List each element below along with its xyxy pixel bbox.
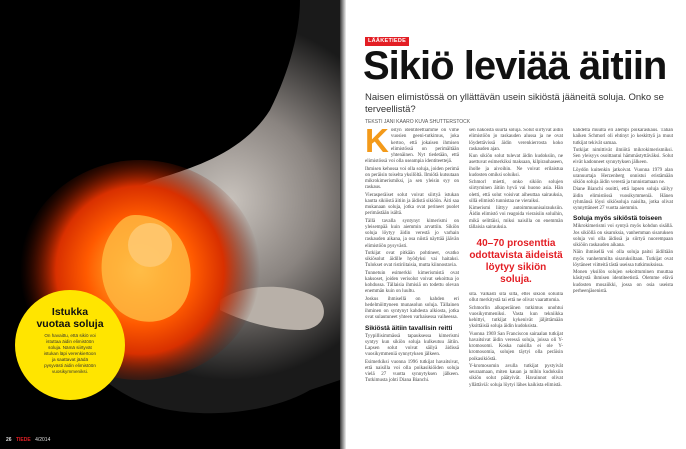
col2-paragraph: Vuonna 1969 San Franciscon sairaalan tutkijat havaitsivat äidin veressä soluja, joissa oli Y-kromosomi. Koska naisilla ei ole Y-kromosomia, solujen täytyi olla peräisin poikasikiöstä. (469, 331, 563, 362)
col2-paragraph: Schmorlin alkuperäinen tutkimus unohtui vuosikymmeniksi. Vasta kun tekniikka kehittyi, tutkijat kykenivät jäljittämään yksittäisiä soluja äidin kudoksista. (469, 305, 563, 330)
col1-paragraph: Vierasperäiset solut voivat siirtyä istukan kautta sikiöstä äitiin ja äidistä sikiöön. Äiti saa mukanaan soluja, jotka ovat perineet puolet perimästään isältä. (365, 192, 459, 217)
section-tag: LÄÄKETIEDE (365, 37, 409, 46)
magazine-name: TIEDE (15, 437, 31, 443)
article-column-3 (573, 128, 673, 444)
col3-paragraph: Diane Bianchi osoitti, että lapsen soluja säilyy äidin elimistössä vuosikymmeniä. Hänen ryhmänsä löysi sikiösoluja naisilta, jotka olivat synnyttäneet 27 vuotta aiemmin. (573, 187, 673, 211)
col1-paragraph: Tutkijat ovat pitkään pohtineet, ovatko sikiösolut äidille hyödyksi vai haitaksi. Tulokset ovat ristiriitaisia, mutta kiinnostavia. (365, 250, 459, 269)
col2-paragraph: Schmorl mietti, onko sikiön solujen siirtyminen äitiin hyvä vai huono asia. Hän oletti, että solut voisivat aiheuttaa sairauksia, sillä elimistö tunnistaa ne vieraiksi. (469, 180, 563, 204)
col3-paragraph: Mikrokimerismi voi syntyä myös kohdun sisällä. Jos sikiöllä on sisaruksia, vanhemman sisaruksen soluja voi olla äidissä ja siirtyä nuorempaan sikiöön raskauden aikana. (573, 224, 673, 248)
caption-circle (15, 290, 125, 400)
caption-title (15, 307, 125, 330)
col1-paragraph: Joskus ihmisellä on kahden eri hedelmöittyneen munasolun soluja. Tällainen ihminen on syntynyt kahdesta alkiosta, jotka ovat sulautuneet yhteen varhaisessa vaiheessa. (365, 296, 459, 321)
col2-paragraph: Y-kromosomin avulla tutkijat pystyivät seuraamaan, miten kauan ja mihin kudoksiin sikiön solut päätyivät. Havainnot olivat yllättäviä: soluja löytyi lähes kaikista elimistä. (469, 363, 563, 388)
article-title: Sikiö leviää äitiin (363, 44, 667, 88)
col3-paragraph: kahdelta muulta eli alempi poikaraskaus. Tähän kaiken Schmorl oli ehtinyt jo keskittyä ja muut tutkijat tekivät samaa. (573, 128, 673, 146)
caption-title-line2: vuotaa soluja (36, 317, 104, 330)
article-column-1 (365, 128, 459, 444)
article-lead: Naisen elimistössä on yllättävän usein sikiöstä jääneitä soluja. Onko se terveellistä? (365, 92, 664, 115)
col2-paragraph: sitä. Valkasti sitä siltä, ettei sikiön soluilla ollut merkitystä tai että ne olivat vaarattomia. (469, 292, 563, 304)
col2-paragraph: Kun sikiön solut tulevat äidin kudoksiin, ne asettuvat esimerkiksi maksaan, kilpirauhaseen, iholle ja aivoihin. Ne voivat erilaistua kudosten omiksi soluiksi. (469, 154, 563, 178)
byline: TEKSTI JANI KAARO KUVA SHUTTERSTOCK (365, 119, 471, 125)
col3-paragraph: Löydön kuitenkin jatkoivat. Vuonna 1979 alan uranuurtaja Herzenberg onnistui eristämään sikiön soluja äidin verestä ja tunnistamaan ne. (573, 167, 673, 185)
col3-paragraph: Tutkijat nimittivät ilmiötä mikrokimerismiksi. Sen yleisyys osoittautui hämmästyttäväksi. Solut eivät kadonneet synnytyksen jälkeen. (573, 147, 673, 166)
article-column-2 (469, 128, 563, 234)
col1-paragraph: Tällä tavalla syntynyt kimerismi on yleisempää kuin aiemmin arvattiin. Sikiön soluja löytyy äidin verestä jo varhain raskauden aikana, ja osa niistä näyttää jäävän elimistöön pysyvästi. (365, 218, 459, 249)
col3-subheading: Soluja myös sikiöstä toiseen (573, 215, 662, 223)
fetus-head (128, 223, 172, 267)
col1-paragraph: Ihmisen kehossa voi olla soluja, joiden perimä on peräisin toiselta yksilöltä. Ilmiötä kutsutaan mikrokimerismiksi, ja sen yleisin syy on raskaus. (365, 166, 459, 191)
col1-subheading: Sikiöstä äitiin tavallisin reitti (365, 324, 453, 332)
col1-paragraph: östyn identiteettiämme on vime vuosien geeni-tutkimus, joka kertoo, että jokaisen ihmisen elimistössä on perimältään yhtenäinen. Nyt tiedetään, että elimistössä voi olla useampia identiteettejä. (365, 128, 459, 165)
issue-label: 4/2014 (35, 437, 51, 443)
photo-page (0, 0, 340, 449)
caption-line: pysyvästi äidin elimistöön (44, 363, 96, 368)
article-column-2-lower (469, 292, 563, 444)
drop-cap: K (365, 128, 389, 159)
col2-paragraph: sen näköistä suurta soluja. Solut siirtyvät äidin elimistöön jo raskauden alussa ja ne ovat löydettävissä äidin verenkierrosta koko raskauden ajan. (469, 128, 563, 152)
caption-line: istuttaa äidin elimistöön (46, 339, 94, 344)
page-number: 26 (6, 437, 12, 443)
caption-line: istukan läpi verenkiertoon (43, 351, 97, 356)
col2-paragraph: Kimerismi liittyy autoimmuunisairauksiin. Äidin elimistö voi reagoida vieraisiin soluihin, mikä selittäisi, miksi naisilla on enemmän tällaisia sairauksia. (469, 206, 563, 230)
page-spine (340, 0, 346, 449)
caption-line: ja saattavat jäädä (51, 357, 88, 362)
caption-line: soluja. Nämä siirtyvät (48, 345, 92, 350)
page-footer (6, 437, 50, 443)
caption-line: On havaittu, että sikiö voi (44, 333, 96, 338)
pull-quote: 40–70 prosenttia odottavista äideistä löytyy sikiön soluja. (469, 238, 563, 285)
col1-paragraph: Tyypillisimmässä tapauksessa kimerismi syntyy kun sikiön soluja kulkeutuu äitiin. Lapsen solut voivat säilyä äidissä vuosikymmeniä synnytyksen jälkeen. (365, 333, 459, 358)
caption-title-line1: Istukka (51, 306, 89, 318)
col3-paragraph: Näin ihmisellä voi olla soluja paitsi äidiltään myös vanhemmilta sisaruksiltaan. Tutkijat ovat löytäneet viitteitä tästä useissa tutkimuksissa. (573, 250, 673, 268)
caption-text (15, 333, 125, 375)
col1-paragraph: Esimerkiksi vuonna 1996 tutkijat havaitsivat, että naisilla voi olla poikasikiöiden soluja vielä 27 vuotta synnytyksen jälkeen. Tutkimusta johti Diana Bianchi. (365, 359, 459, 384)
caption-line: vuosikymmeniksi. (52, 369, 88, 374)
col1-paragraph: Tunnetuin esimerkki kimerismistä ovat kaksoset, joiden verisolut voivat sekoittua jo kohdussa. Tällaisia ihmisiä on todettu olevan enemmän kuin on luultu. (365, 270, 459, 295)
col3-paragraph: Monen yksilön solujen sekoittuminen muuttaa käsitystä ihmisen identiteetistä. Olemme elävä kudosten mosaiikki, jossa on osia useista perheenjäsenistä. (573, 270, 673, 294)
